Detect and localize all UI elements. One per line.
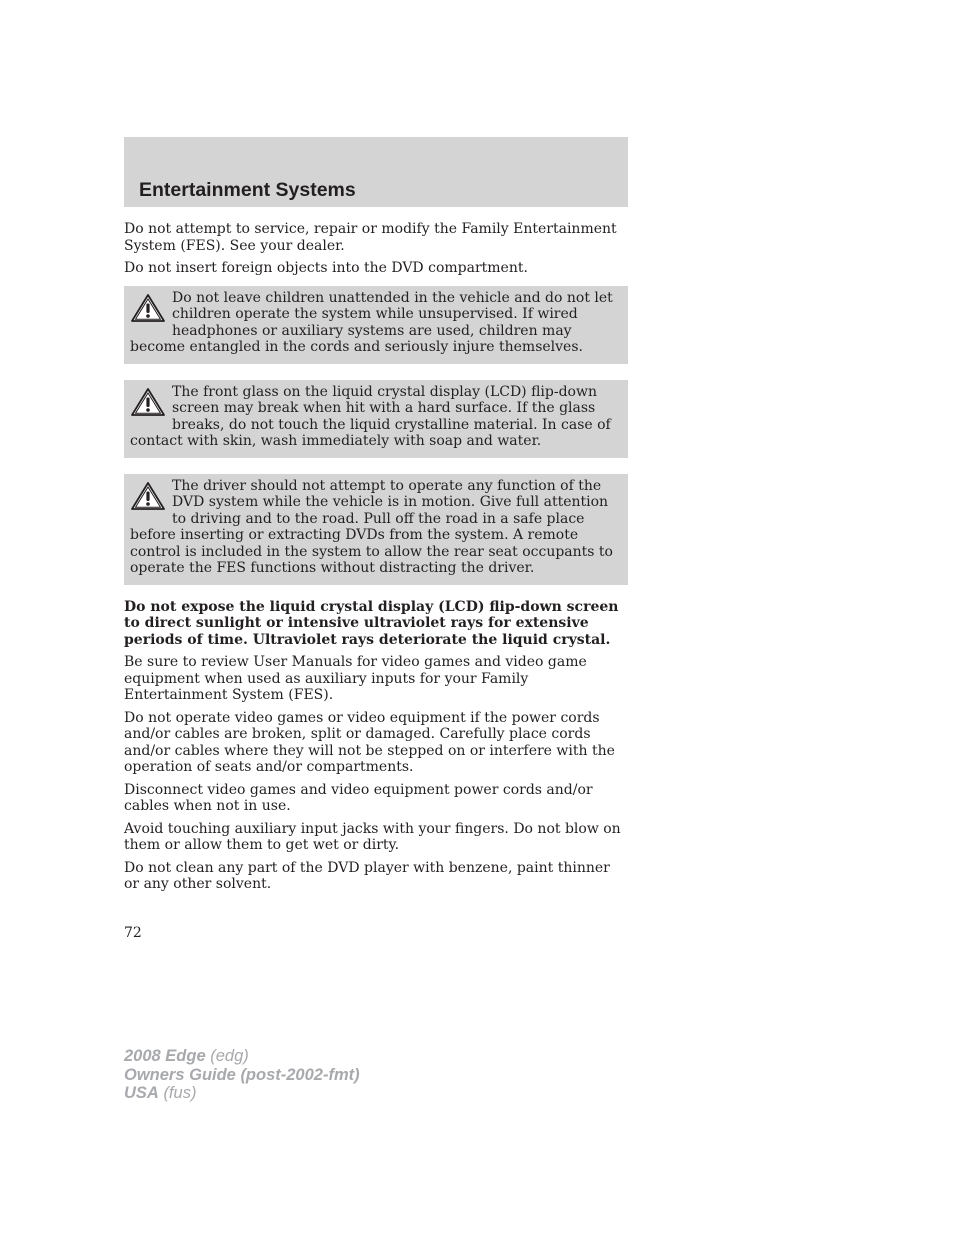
paragraph-cleaning: Do not clean any part of the DVD player with benzene, paint thinner or any other solvent.: [124, 859, 610, 892]
footer-line-market: [124, 1084, 360, 1103]
footer-model-code: (edg): [210, 1047, 249, 1065]
warning-text-lcd-glass: The front glass on the liquid crystal display (LCD) flip-down screen may break when hit with a hard surface. If the glass breaks, do not touch the liquid crystalline material. In case of contact with skin, wash immediately with soap and water.: [130, 383, 611, 449]
warning-box-driver: [124, 474, 628, 585]
paragraph-damaged-cords: Do not operate video games or video equipment if the power cords and/or cables are broken, split or damaged. Carefully place cords and/or cables where they will not be stepped on or interfere with the operation of seats and/or compartments.: [124, 709, 615, 775]
footer-guide: Owners Guide (post-2002-fmt): [124, 1065, 360, 1084]
footer-document-info: [124, 1047, 360, 1103]
section-header-band: [124, 137, 628, 207]
warning-box-children: [124, 286, 628, 364]
warning-triangle-icon: [130, 293, 168, 324]
warning-box-lcd-glass: [124, 380, 628, 458]
page-content: [124, 221, 628, 893]
footer-line-model: [124, 1047, 360, 1066]
paragraph-disconnect: Disconnect video games and video equipment power cords and/or cables when not in use.: [124, 781, 593, 814]
warning-triangle-icon: [130, 481, 168, 512]
warning-text-children: Do not leave children unattended in the vehicle and do not let children operate the system while unsupervised. If wired headphones or auxiliary systems are used, children may become entangled in the cords and seriously injure themselves.: [130, 289, 613, 355]
bold-notice-lcd-sunlight: Do not expose the liquid crystal display (LCD) flip-down screen to direct sunlight or intensive ultraviolet rays for extensive periods of time. Ultraviolet rays deteriorate the liquid crystal.: [124, 598, 619, 648]
footer-line-guide: [124, 1066, 360, 1085]
paragraph-service: Do not attempt to service, repair or modify the Family Entertainment System (FES). See your dealer.: [124, 221, 617, 254]
paragraph-foreign-objects: Do not insert foreign objects into the DVD compartment.: [124, 260, 528, 276]
paragraph-user-manuals: Be sure to review User Manuals for video games and video game equipment when used as auxiliary inputs for your Family Entertainment System (FES).: [124, 654, 587, 703]
footer-model: 2008 Edge: [124, 1047, 206, 1065]
footer-market: USA: [124, 1084, 159, 1102]
footer-market-code: (fus): [163, 1084, 197, 1102]
paragraph-input-jacks: Avoid touching auxiliary input jacks with your fingers. Do not blow on them or allow them to get wet or dirty.: [124, 820, 621, 853]
warning-triangle-icon: [130, 387, 168, 418]
warning-text-driver: The driver should not attempt to operate any function of the DVD system while the vehicle is in motion. Give full attention to driving and to the road. Pull off the road in a safe place before inserting or extracting DVDs from the system. A remote control is included in the system to allow the rear seat occupants to operate the FES functions without distracting the driver.: [130, 477, 613, 576]
page-number: 72: [124, 925, 142, 941]
section-title: Entertainment Systems: [139, 179, 356, 201]
